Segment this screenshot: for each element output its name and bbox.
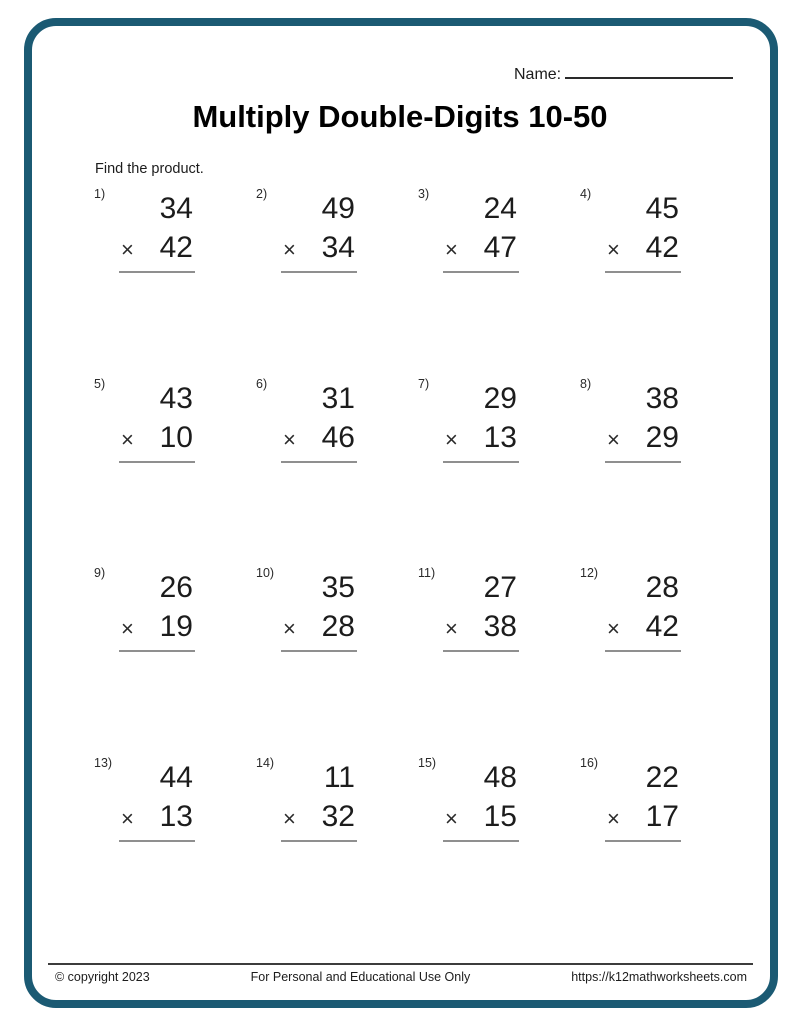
multiplicand: 38 — [645, 381, 679, 415]
times-symbol: × — [607, 426, 620, 452]
times-symbol: × — [607, 616, 620, 641]
instructions-text: Find the product. — [95, 161, 204, 177]
problems-grid — [93, 184, 741, 942]
multiplier: 32 — [321, 799, 355, 833]
times-symbol: × — [445, 237, 458, 262]
times-symbol: × — [607, 805, 620, 831]
multiplier: 34 — [321, 231, 355, 264]
multiplier-row — [443, 229, 519, 269]
problem-number-label: 7) — [418, 376, 430, 391]
multiplier-row — [605, 419, 681, 459]
problem-number-label: 1) — [94, 187, 106, 201]
multiplicand: 26 — [159, 571, 193, 604]
times-symbol: × — [607, 237, 620, 262]
times-symbol: × — [121, 805, 134, 831]
times-symbol: × — [445, 616, 458, 641]
multiplicand: 48 — [483, 760, 517, 794]
footer-usage: For Personal and Educational Use Only — [250, 970, 471, 984]
problem-work-area — [281, 758, 357, 842]
problem-number-label: 12) — [580, 566, 599, 580]
problem-number-label: 13) — [94, 755, 113, 770]
multiplier-row — [281, 798, 357, 838]
problem-cell — [255, 184, 417, 374]
footer-copyright: © copyright 2023 — [55, 970, 150, 984]
multiplicand: 24 — [483, 192, 517, 225]
problem-cell — [417, 563, 579, 753]
problem-number-label: 3) — [418, 187, 430, 201]
multiplier: 10 — [159, 420, 193, 454]
problem-work-area — [281, 189, 357, 273]
multiplier: 19 — [159, 610, 193, 643]
multiplicand: 31 — [321, 381, 355, 415]
multiplier-row — [119, 608, 195, 648]
multiplicand: 45 — [645, 192, 679, 225]
multiplier-row — [119, 419, 195, 459]
multiplier-row — [281, 608, 357, 648]
problem-work-area — [119, 758, 195, 842]
multiplicand: 28 — [645, 571, 679, 604]
problem-cell — [255, 753, 417, 943]
problem-number-label: 16) — [580, 755, 599, 770]
multiplier: 13 — [483, 420, 517, 454]
problem-work-area — [605, 379, 681, 463]
problem-cell — [93, 753, 255, 943]
times-symbol: × — [283, 805, 296, 831]
multiplier-row — [443, 608, 519, 648]
footer — [55, 970, 747, 984]
multiplicand: 34 — [159, 192, 193, 225]
footer-divider — [48, 963, 753, 965]
multiplier-row — [281, 419, 357, 459]
problem-cell — [579, 563, 741, 753]
problem-cell — [93, 374, 255, 564]
problem-cell — [579, 374, 741, 564]
problem-work-area — [119, 379, 195, 463]
multiplier: 15 — [483, 799, 517, 833]
problem-cell — [417, 374, 579, 564]
multiplicand: 11 — [323, 760, 355, 794]
problem-number-label: 10) — [256, 566, 275, 580]
problem-number-label: 9) — [94, 566, 106, 580]
problem-work-area — [281, 379, 357, 463]
multiplicand: 22 — [645, 760, 679, 794]
name-blank-line — [565, 60, 733, 79]
times-symbol: × — [121, 616, 134, 641]
times-symbol: × — [445, 426, 458, 452]
problem-cell — [93, 184, 255, 374]
multiplier-row — [605, 608, 681, 648]
multiplier-row — [119, 798, 195, 838]
problem-work-area — [443, 189, 519, 273]
multiplicand: 35 — [321, 571, 355, 604]
multiplier-row — [605, 798, 681, 838]
multiplier: 47 — [483, 231, 517, 264]
problem-work-area — [281, 568, 357, 652]
problem-cell — [579, 753, 741, 943]
multiplier: 42 — [645, 231, 679, 264]
multiplier-row — [605, 229, 681, 269]
page-title: Multiply Double-Digits 10-50 — [192, 99, 608, 134]
multiplier: 28 — [321, 610, 355, 643]
multiplier: 13 — [159, 799, 193, 833]
multiplicand: 27 — [483, 571, 517, 604]
times-symbol: × — [283, 426, 296, 452]
problem-number-label: 6) — [256, 376, 268, 391]
multiplier-row — [443, 419, 519, 459]
times-symbol: × — [121, 426, 134, 452]
times-symbol: × — [283, 616, 296, 641]
problem-number-label: 8) — [580, 376, 592, 391]
problem-work-area — [443, 379, 519, 463]
multiplier: 38 — [483, 610, 517, 643]
problem-work-area — [443, 568, 519, 652]
multiplier-row — [443, 798, 519, 838]
problem-cell — [255, 563, 417, 753]
multiplicand: 44 — [159, 760, 193, 794]
problem-work-area — [605, 189, 681, 273]
problem-work-area — [605, 568, 681, 652]
problem-work-area — [605, 758, 681, 842]
problem-cell — [417, 753, 579, 943]
name-row — [514, 60, 733, 84]
multiplier-row — [119, 229, 195, 269]
problem-cell — [255, 374, 417, 564]
times-symbol: × — [445, 805, 458, 831]
multiplier: 46 — [321, 420, 355, 454]
problem-work-area — [443, 758, 519, 842]
problem-cell — [417, 184, 579, 374]
problem-number-label: 2) — [256, 187, 268, 201]
times-symbol: × — [121, 237, 134, 262]
problem-number-label: 14) — [256, 755, 275, 770]
multiplicand: 49 — [321, 192, 355, 225]
multiplier: 17 — [645, 799, 679, 833]
multiplier: 42 — [159, 231, 193, 264]
multiplicand: 29 — [483, 381, 517, 415]
times-symbol: × — [283, 237, 296, 262]
footer-url: https://k12mathworksheets.com — [571, 970, 747, 984]
multiplicand: 43 — [159, 381, 193, 415]
name-label: Name: — [514, 66, 562, 83]
problem-work-area — [119, 568, 195, 652]
problem-work-area — [119, 189, 195, 273]
problem-number-label: 4) — [580, 187, 592, 201]
multiplier: 29 — [645, 420, 679, 454]
problem-number-label: 5) — [94, 376, 106, 391]
problem-number-label: 15) — [418, 755, 437, 770]
problem-cell — [579, 184, 741, 374]
problem-cell — [93, 563, 255, 753]
multiplier-row — [281, 229, 357, 269]
multiplier: 42 — [645, 610, 679, 643]
problem-number-label: 11) — [418, 566, 436, 580]
